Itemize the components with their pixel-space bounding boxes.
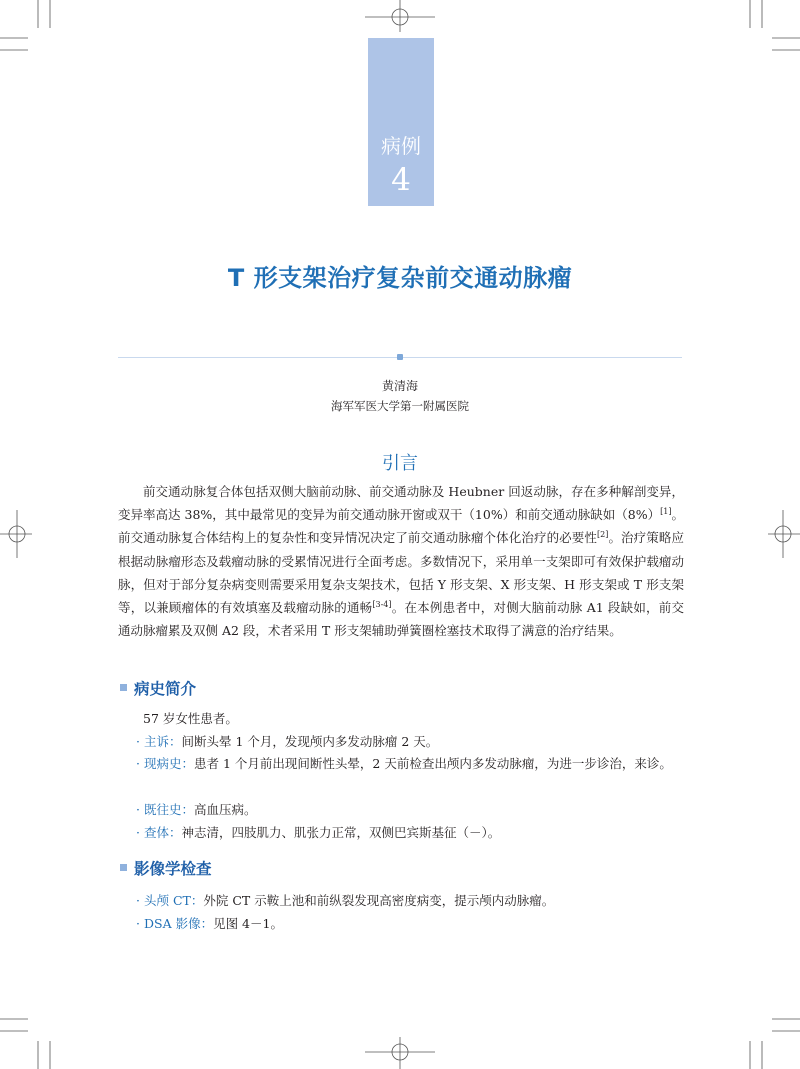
case-number: 4 — [391, 162, 411, 198]
intro-text-4: 。在本例患者中，对侧大脑前动脉 A1 段缺如，前交通动脉瘤累及双侧 A2 段，术者采用 T 形支架辅助弹簧圈栓塞技术取得了满意的治疗结果。 — [118, 600, 684, 639]
dot-bullet-icon: · — [136, 734, 140, 749]
item-label: 查体： — [143, 825, 182, 840]
history-item-chief-complaint — [118, 731, 684, 753]
divider-dot — [397, 354, 403, 360]
section-heading-label: 病史简介 — [134, 680, 197, 698]
item-label: 既往史： — [143, 802, 194, 817]
item-text: 间断头晕 1 个月，发现颅内多发动脉瘤 2 天。 — [181, 734, 439, 749]
author-name: 黄清海 — [381, 379, 418, 393]
section-heading-imaging — [120, 857, 212, 879]
square-bullet-icon — [120, 864, 127, 871]
item-label: 头颅 CT： — [143, 893, 204, 908]
section-heading-history — [120, 677, 196, 699]
item-text: 见图 4－1。 — [213, 916, 283, 931]
page-title: T 形支架治疗复杂前交通动脉瘤 — [227, 264, 573, 292]
history-item-present-illness — [118, 753, 684, 775]
citation-ref: [2] — [597, 530, 609, 540]
item-label: 现病史： — [143, 756, 194, 771]
citation-ref: [1] — [660, 507, 672, 517]
item-label: 主诉： — [143, 734, 182, 749]
citation-ref: [3-4] — [372, 600, 392, 610]
dot-bullet-icon: · — [136, 802, 140, 817]
item-label: DSA 影像： — [143, 916, 214, 931]
section-heading-label: 影像学检查 — [134, 860, 212, 878]
intro-paragraph — [118, 480, 684, 642]
imaging-item-ct — [118, 890, 684, 912]
square-bullet-icon — [120, 684, 127, 691]
case-label: 病例 — [381, 134, 421, 158]
author-affiliation: 海军军医大学第一附属医院 — [331, 399, 469, 413]
item-text: 神志清，四肢肌力、肌张力正常，双侧巴宾斯基征（－）。 — [181, 825, 501, 840]
history-item-physical-exam — [118, 822, 684, 844]
item-text: 患者 1 个月前出现间断性头晕，2 天前检查出颅内多发动脉瘤，为进一步诊治，来诊。 — [194, 756, 672, 771]
intro-text-3: 。治疗策略应根据动脉瘤形态及载瘤动脉的受累情况进行全面考虑。多数情况下，采用单一支架即可有效保护载瘤动脉，但对于部分复杂病变则需要采用复杂支架技术，包括 Y 形支架、X 形支架、H 形支架或 T 形支架等，以兼顾瘤体的有效填塞及载瘤动脉的通畅 — [118, 530, 684, 616]
history-item-past-history — [118, 799, 684, 821]
dot-bullet-icon: · — [136, 916, 140, 931]
intro-heading: 引言 — [382, 453, 418, 474]
item-text: 外院 CT 示鞍上池和前纵裂发现高密度病变，提示颅内动脉瘤。 — [203, 893, 555, 908]
imaging-item-dsa — [118, 913, 684, 935]
intro-text-1: 前交通动脉复合体包括双侧大脑前动脉、前交通动脉及 Heubner 回返动脉，存在多种解剖变异，变异率高达 38%，其中最常见的变异为前交通动脉开窗或双干（10%）和前交通动脉缺如（8%） — [118, 484, 684, 523]
dot-bullet-icon: · — [136, 756, 140, 771]
intro-text-2: 。前交通动脉复合体结构上的复杂性和变异情况决定了前交通动脉瘤个体化治疗的必要性 — [118, 507, 684, 546]
item-text: 高血压病。 — [194, 802, 257, 817]
patient-summary: 57 岁女性患者。 — [143, 711, 238, 726]
dot-bullet-icon: · — [136, 893, 140, 908]
dot-bullet-icon: · — [136, 825, 140, 840]
case-tab — [368, 38, 434, 206]
